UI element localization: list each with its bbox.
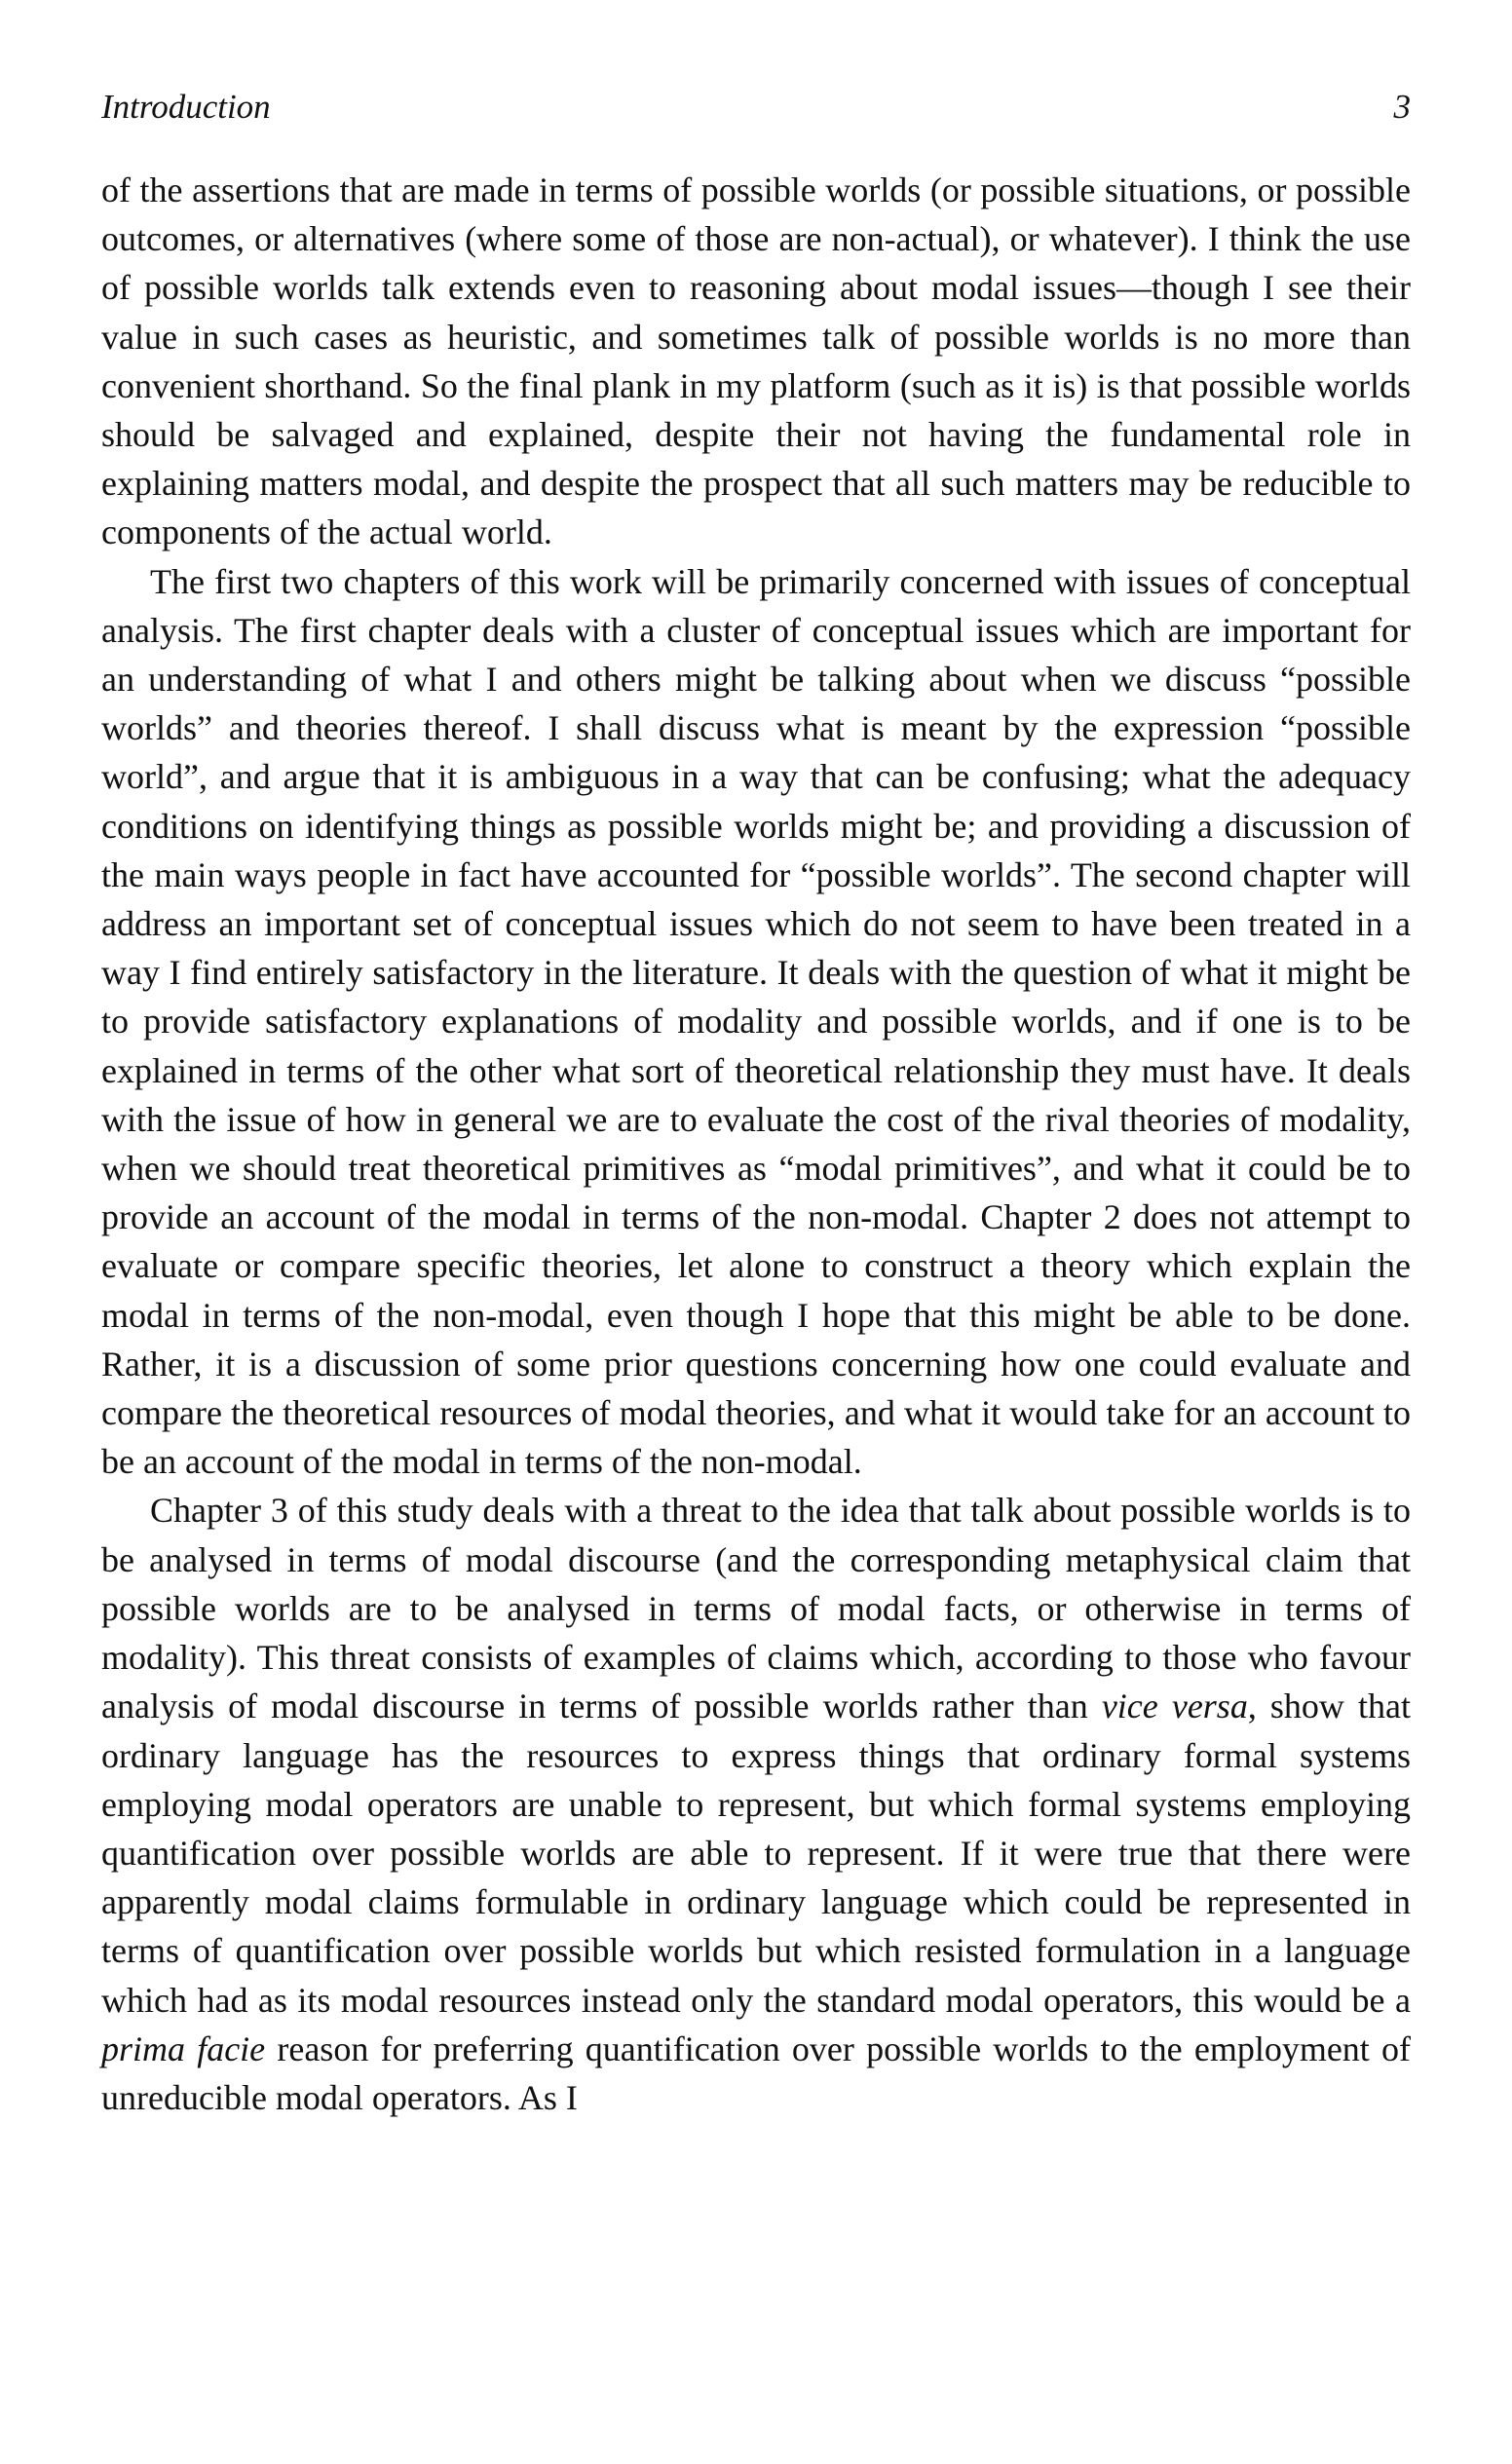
- paragraph-3: [101, 1486, 1411, 2122]
- paragraph-3-text-b: , show that ordinary language has the resources to express things that ordinary formal systems employing modal operators are unable to represent, but which formal systems employing quantification over possible worlds are able to represent. If it were true that there were apparently modal claims formulable in ordinary language which could be represented in terms of quantification over possible worlds but which resisted formulation in a language which had as its modal resources instead only the standard modal operators, this would be a: [101, 1687, 1411, 2020]
- paragraph-2: The first two chapters of this work will be primarily concerned with issues of conceptual analysis. The first chapter deals with a cluster of conceptual issues which are important for an understanding of what I and others might be talking about when we discuss “possible worlds” and theories thereof. I shall discuss what is meant by the expression “possible world”, and argue that it is ambiguous in a way that can be confusing; what the adequacy conditions on identifying things as possible worlds might be; and providing a discussion of the main ways people in fact have accounted for “possible worlds”. The second chapter will address an important set of conceptual issues which do not seem to have been treated in a way I find entirely satisfactory in the literature. It deals with the question of what it might be to provide satisfactory explanations of modality and possible worlds, and if one is to be explained in terms of the other what sort of theoretical relationship they must have. It deals with the issue of how in general we are to evaluate the cost of the rival theories of modality, when we should treat theoretical primitives as “modal primitives”, and what it could be to provide an account of the modal in terms of the non-modal. Chapter 2 does not attempt to evaluate or compare specific theories, let alone to construct a theory which explain the modal in terms of the non-modal, even though I hope that this might be able to be done. Rather, it is a discussion of some prior questions concerning how one could evaluate and compare the theoretical resources of modal theories, and what it would take for an account to be an account of the modal in terms of the non-modal.: [101, 561, 1411, 1482]
- italic-prima-facie: prima facie: [101, 2028, 266, 2068]
- italic-vice-versa: vice versa: [1101, 1687, 1248, 1726]
- body-text: [101, 166, 1411, 2122]
- paragraph-1: of the assertions that are made in terms of possible worlds (or possible situations, or possible outcomes, or alternatives (where some of those are non-actual), or whatever). I think the use of possible worlds talk extends even to reasoning about modal issues—though I see their value in such cases as heuristic, and sometimes talk of possible worlds is no more than convenient shorthand. So the final plank in my platform (such as it is) is that possible worlds should be salvaged and explained, despite their not having the fundamental role in explaining matters modal, and despite the prospect that all such matters may be reducible to components of the actual world.: [101, 171, 1411, 552]
- chapter-title: Introduction: [101, 88, 271, 126]
- page-number: 3: [1393, 88, 1411, 126]
- running-head: [101, 88, 1411, 136]
- paragraph-3-text-c: reason for preferring quantification over possible worlds to the employment of unreducible modal operators. As I: [101, 2028, 1411, 2117]
- paragraph-3-text-a: Chapter 3 of this study deals with a threat to the idea that talk about possible worlds is to be analysed in terms of modal discourse (and the corresponding metaphysical claim that possible worlds are to be analysed in terms of modal facts, or otherwise in terms of modality). This threat consists of examples of claims which, according to those who favour analysis of modal discourse in terms of possible worlds rather than: [101, 1491, 1411, 1726]
